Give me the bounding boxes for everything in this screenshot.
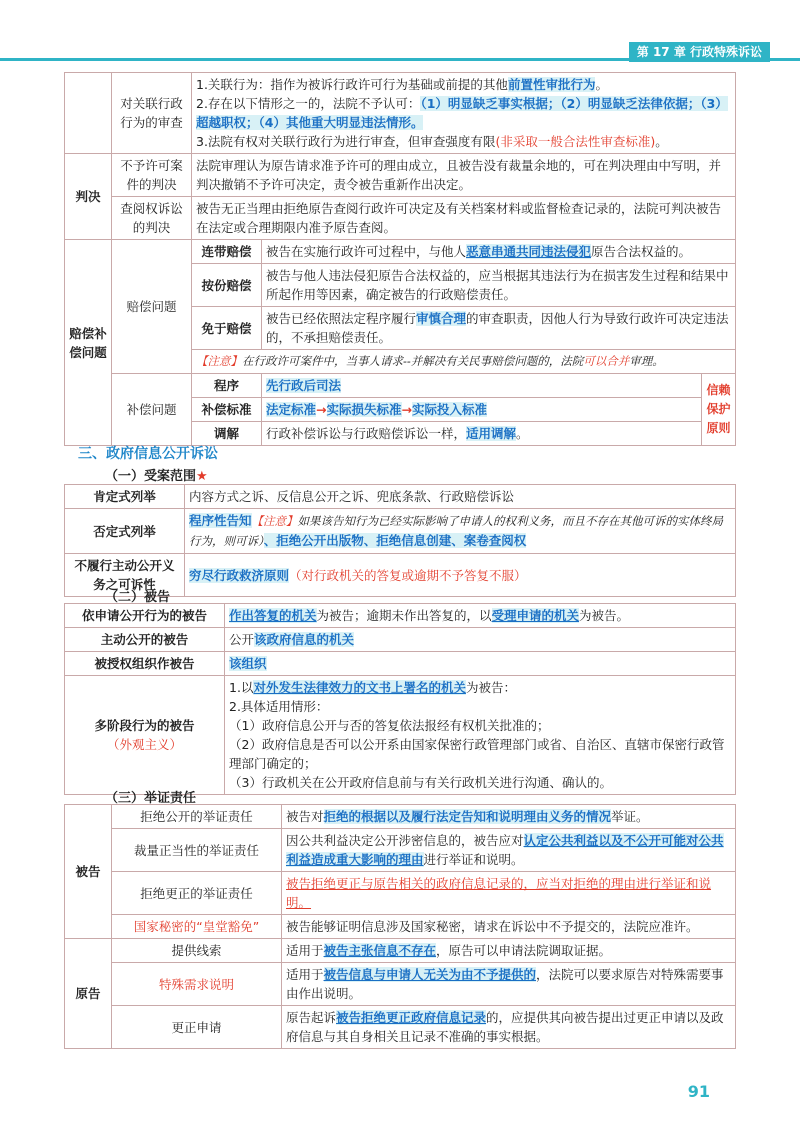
label-special-need: 特殊需求说明: [112, 963, 282, 1006]
table-row: [65, 652, 736, 676]
row-header-plaintiff: 原告: [65, 939, 112, 1049]
star-icon: ★: [196, 469, 208, 484]
cell-discretion: 因公共利益决定公开涉密信息的，被告应对认定公共利益以及不公开可能对公共利益造成重大影响的理由进行举证和说明。: [282, 829, 736, 872]
cell-damages-note: 【注意】在行政许可案件中，当事人请求--并解决有关民事赔偿问题的，法院可以合并审理。: [192, 350, 736, 374]
table-row: [65, 604, 736, 628]
table-scope: [64, 484, 736, 597]
label-discretion: 裁量正当性的举证责任: [112, 829, 282, 872]
table-row: [65, 154, 736, 197]
row-header-judgment: 判决: [65, 154, 112, 240]
label-exempt: 免于赔偿: [192, 307, 262, 350]
label-negative-list: 否定式列举: [65, 509, 185, 554]
label-multi-stage: 多阶段行为的被告 （外观主义）: [65, 676, 225, 795]
label-refuse-correction: 拒绝更正的举证责任: [112, 872, 282, 915]
cell-provide-clues: 适用于被告主张信息不存在，原告可以申请法院调取证据。: [282, 939, 736, 963]
cell-share-liability: 被告与他人违法侵犯原告合法权益的，应当根据其违法行为在损害发生过程和结果中所起作用等因素，确定被告的行政赔偿责任。: [262, 264, 736, 307]
label-proactive: 主动公开的被告: [65, 628, 225, 652]
cell-joint-liability: 被告在实施行政许可过程中，与他人恶意串通共同违法侵犯原告合法权益的。: [262, 240, 736, 264]
table-row: [65, 676, 736, 795]
table-row: [65, 509, 736, 554]
cell-access-right: 被告无正当理由拒绝原告查阅行政许可决定及有关档案材料或监督检查记录的，法院可判决被告在法定或合理期限内准予原告查阅。: [192, 197, 736, 240]
label-state-secret: 国家秘密的“皇堂豁免”: [112, 915, 282, 939]
subsection-scope: （一）受案范围★: [105, 469, 208, 484]
table-row: [65, 939, 736, 963]
table-row: [65, 829, 736, 872]
table-row: [65, 963, 736, 1006]
cell-on-application: 作出答复的机关为被告；逾期未作出答复的，以受理申请的机关为被告。: [225, 604, 736, 628]
label-on-application: 依申请公开行为的被告: [65, 604, 225, 628]
row-header-compensation: 赔偿补偿问题: [65, 240, 112, 446]
label-provide-clues: 提供线索: [112, 939, 282, 963]
cell-state-secret: 被告能够证明信息涉及国家秘密，请求在诉讼中不予提交的，法院应准许。: [282, 915, 736, 939]
cell-related-review: 1.关联行为：指作为被诉行政许可行为基础或前提的其他前置性审批行为。 2.存在以下情形之一的，法院不予认可：（1）明显缺乏事实根据；（2）明显缺乏法律依据；（3）超越职权；（4）其他重大明显违法情形。 3.法院有权对关联行政行为进行审查，但审查强度有限(非采取一般合法性审查标准)。: [192, 73, 736, 154]
table-row: [65, 485, 736, 509]
cell-procedure: 先行政后司法: [262, 374, 702, 398]
row-header-empty: [65, 73, 112, 154]
cell-standard: 法定标准→实际损失标准→实际投入标准: [262, 398, 702, 422]
cell-multi-stage: 1.以对外发生法律效力的文书上署名的机关为被告： 2.具体适用情形： （1）政府信息公开与否的答复依法报经有权机关批准的； （2）政府信息是否可以公开系由国家保密行政管理部门或省、自治区、直辖市保密行政管理部门确定的； （3）行政机关在公开政府信息前与有关行政机关进行沟通、确认的。: [225, 676, 736, 795]
cell-deny-license: 法院审理认为原告请求准予许可的理由成立，且被告没有裁量余地的，可在判决理由中写明，并判决撤销不予许可决定，责令被告重新作出决定。: [192, 154, 736, 197]
table-row: [65, 1006, 736, 1049]
table-defendant: [64, 603, 736, 795]
row-label-indemnity: 补偿问题: [112, 374, 192, 446]
cell-refuse-disclosure: 被告对拒绝的根据以及履行法定告知和说明理由义务的情况举证。: [282, 805, 736, 829]
row-label-related-review: 对关联行政行为的审查: [112, 73, 192, 154]
table-row: [65, 805, 736, 829]
row-label-access-right: 查阅权诉讼的判决: [112, 197, 192, 240]
subsection-defendant: （二）被告: [105, 590, 171, 605]
label-refuse-disclosure: 拒绝公开的举证责任: [112, 805, 282, 829]
row-header-defendant: 被告: [65, 805, 112, 939]
table-row: [65, 628, 736, 652]
table-row: [65, 240, 736, 264]
label-non-disclosure: 不履行主动公开义务之可诉性: [65, 554, 185, 597]
cell-mediation: 行政补偿诉讼与行政赔偿诉讼一样，适用调解。: [262, 422, 702, 446]
table-licensing-judgment: [64, 72, 736, 446]
cell-correction-request: 原告起诉被告拒绝更正政府信息记录的，应提供其向被告提出过更正申请以及政府信息与其自身相关且记录不准确的事实根据。: [282, 1006, 736, 1049]
label-procedure: 程序: [192, 374, 262, 398]
side-reliance-principle: 信赖保护原则: [702, 374, 736, 446]
cell-special-need: 适用于被告信息与申请人无关为由不予提供的，法院可以要求原告对特殊需要事由作出说明。: [282, 963, 736, 1006]
label-share-liability: 按份赔偿: [192, 264, 262, 307]
table-row: [65, 374, 736, 398]
label-mediation: 调解: [192, 422, 262, 446]
page-number: 91: [687, 1082, 710, 1101]
table-burden-of-proof: [64, 804, 736, 1049]
table-row: [65, 872, 736, 915]
cell-non-disclosure: 穷尽行政救济原则（对行政机关的答复或逾期不予答复不服）: [185, 554, 736, 597]
label-correction-request: 更正申请: [112, 1006, 282, 1049]
table-row: [65, 915, 736, 939]
subsection-burden: （三）举证责任: [105, 791, 197, 806]
label-joint-liability: 连带赔偿: [192, 240, 262, 264]
label-authorized-org: 被授权组织作被告: [65, 652, 225, 676]
table-row: [65, 197, 736, 240]
chapter-tab: 第 17 章 行政特殊诉讼: [629, 42, 770, 62]
cell-negative-list: 程序性告知【注意】如果该告知行为已经实际影响了申请人的权利义务，而且不存在其他可诉的实体终局行为，则可诉）、拒绝公开出版物、拒绝信息创建、案卷查阅权: [185, 509, 736, 554]
label-standard: 补偿标准: [192, 398, 262, 422]
label-positive-list: 肯定式列举: [65, 485, 185, 509]
cell-exempt: 被告已经依照法定程序履行审慎合理的审查职责，因他人行为导致行政许可决定违法的，不承担赔偿责任。: [262, 307, 736, 350]
row-label-deny-license: 不予许可案件的判决: [112, 154, 192, 197]
row-label-damages: 赔偿问题: [112, 240, 192, 374]
cell-positive-list: 内容方式之诉、反信息公开之诉、兜底条款、行政赔偿诉讼: [185, 485, 736, 509]
cell-proactive: 公开该政府信息的机关: [225, 628, 736, 652]
cell-refuse-correction: 被告拒绝更正与原告相关的政府信息记录的，应当对拒绝的理由进行举证和说明。: [282, 872, 736, 915]
table-row: [65, 73, 736, 154]
section-title-info-disclosure: 三、政府信息公开诉讼: [78, 446, 218, 462]
cell-authorized-org: 该组织: [225, 652, 736, 676]
